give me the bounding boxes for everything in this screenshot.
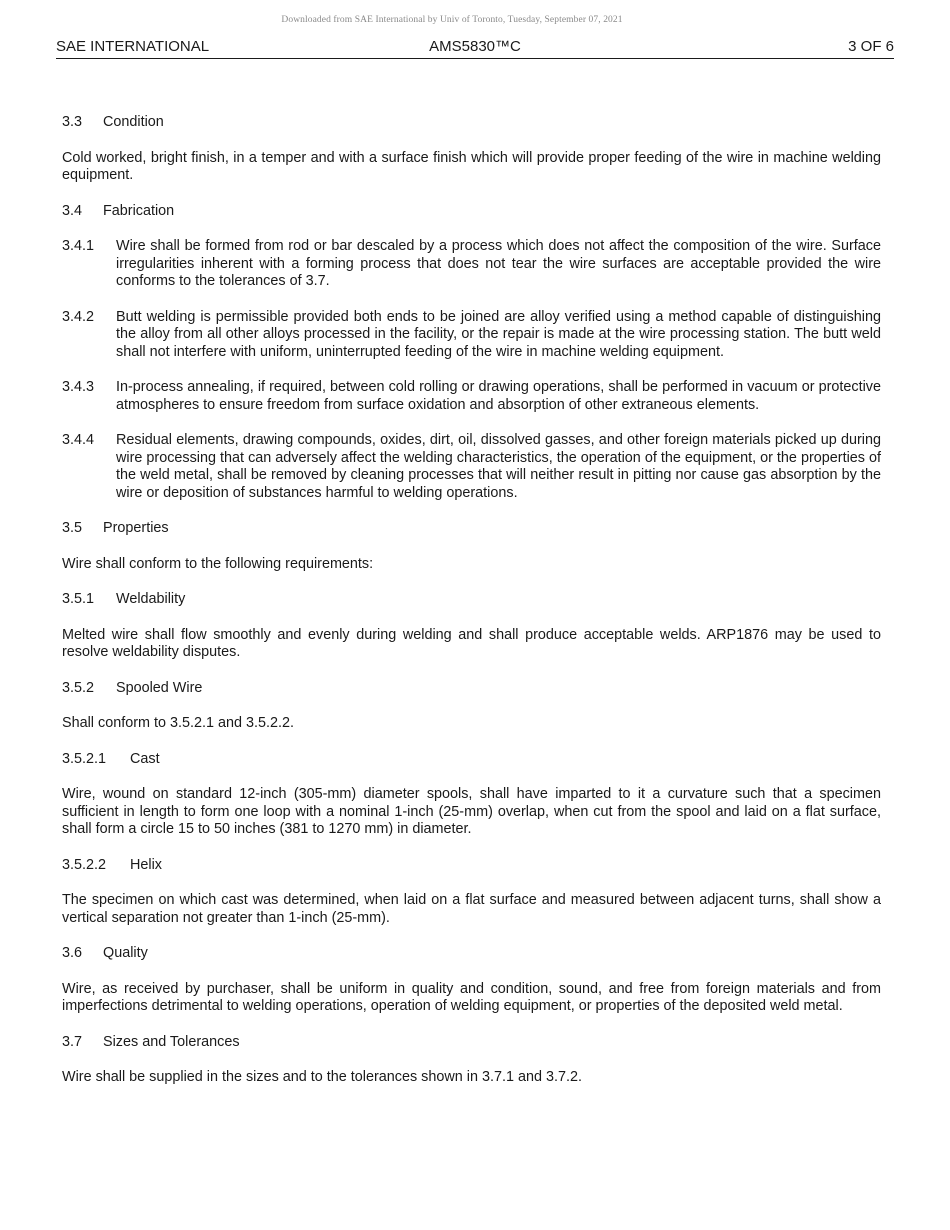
section-title: Spooled Wire <box>116 679 203 696</box>
page-header <box>56 38 894 59</box>
section-heading-3-5-1 <box>62 591 881 609</box>
subsection-number: 3.4.3 <box>62 379 95 395</box>
subsection-number: 3.4.4 <box>62 432 95 448</box>
section-title: Sizes and Tolerances <box>103 1033 240 1050</box>
document-body <box>62 114 881 1105</box>
section-heading-3-7 <box>62 1034 881 1052</box>
section-heading-3-5 <box>62 520 881 538</box>
section-number: 3.5.2.2 <box>62 856 107 873</box>
section-number: 3.5.2 <box>62 679 95 696</box>
section-title: Fabrication <box>103 202 175 219</box>
section-text-3-6: Wire, as received by purchaser, shall be uniform in quality and condition, sound, and free from foreign materials and from imperfections detrimental to welding operations, operation of welding equipment, or properties of the deposited weld metal. <box>62 980 881 1014</box>
subsection-3-4-3 <box>62 379 881 414</box>
section-heading-3-5-2-1 <box>62 751 881 769</box>
section-title: Helix <box>130 856 162 873</box>
section-title: Weldability <box>116 591 186 607</box>
section-heading-3-3 <box>62 114 881 132</box>
header-document-id: AMS5830™C <box>429 38 521 55</box>
section-heading-3-4 <box>62 203 881 221</box>
section-title: Condition <box>103 114 164 130</box>
section-text-3-5-1: Melted wire shall flow smoothly and evenly during welding and shall produce acceptable welds. ARP1876 may be used to resolve weldability disputes. <box>62 626 881 660</box>
subsection-3-4-1 <box>62 238 881 291</box>
section-title: Quality <box>103 945 148 961</box>
section-number: 3.4 <box>62 202 83 219</box>
subsection-3-4-4 <box>62 432 881 502</box>
section-title: Cast <box>130 750 160 767</box>
subsection-text: Residual elements, drawing compounds, oxides, dirt, oil, dissolved gasses, and other foreign materials picked up during wire processing that can adversely affect the welding characteristics, the operation of the equipment, or the properties of the weld metal, shall be removed by cleaning processes that will neither result in pitting nor cause gas absorption by the wire or deposition of substances harmful to welding operations. <box>116 432 881 501</box>
subsection-number: 3.4.1 <box>62 238 95 254</box>
section-text-3-7: Wire shall be supplied in the sizes and to the tolerances shown in 3.7.1 and 3.7.2. <box>62 1069 582 1085</box>
subsection-text: In-process annealing, if required, between cold rolling or drawing operations, shall be performed in vacuum or protective atmospheres to ensure freedom from surface oxidation and absorption of other extraneous elements. <box>116 379 881 413</box>
subsection-text: Wire shall be formed from rod or bar descaled by a process which does not affect the composition of the wire. Surface irregularities inherent with a forming process that does not tear the wire surfaces are acceptable provided the wire conforms to the tolerances of 3.7. <box>116 238 881 289</box>
section-heading-3-6 <box>62 945 881 963</box>
section-number: 3.5.1 <box>62 591 95 607</box>
subsection-3-4-2 <box>62 309 881 362</box>
section-text-3-3: Cold worked, bright finish, in a temper and with a surface finish which will provide proper feeding of the wire in machine welding equipment. <box>62 149 881 183</box>
header-organization: SAE INTERNATIONAL <box>56 38 210 55</box>
section-text-3-5-2-2: The specimen on which cast was determined, when laid on a flat surface and measured between adjacent turns, shall show a vertical separation not greater than 1-inch (25-mm). <box>62 892 881 926</box>
subsection-number: 3.4.2 <box>62 308 95 325</box>
section-text-3-5: Wire shall conform to the following requirements: <box>62 555 374 572</box>
subsection-text: Butt welding is permissible provided both ends to be joined are alloy verified using a method capable of distinguishing the alloy from all other alloys processed in the facility, or the repair is made at the wire processing station. The butt weld shall not interfere with uniform, uninterrupted feeding of the wire in machine welding equipment. <box>116 308 881 360</box>
section-number: 3.5 <box>62 520 83 536</box>
section-text-3-5-2-1: Wire, wound on standard 12-inch (305-mm) diameter spools, shall have imparted to it a curvature such that a specimen sufficient in length to form one loop with a nominal 1-inch (25-mm) overlap, when cut from the spool and laid on a flat surface, shall form a circle 15 to 50 inches (381 to 1270 mm) in diameter. <box>62 786 881 837</box>
header-page-number: 3 OF 6 <box>848 38 894 55</box>
download-watermark: Downloaded from SAE International by Univ of Toronto, Tuesday, September 07, 2021 <box>281 15 623 25</box>
section-text-3-5-2: Shall conform to 3.5.2.1 and 3.5.2.2. <box>62 715 294 731</box>
section-title: Properties <box>103 520 169 536</box>
section-number: 3.6 <box>62 945 83 961</box>
section-heading-3-5-2-2 <box>62 857 881 875</box>
section-number: 3.3 <box>62 114 83 130</box>
section-number: 3.5.2.1 <box>62 750 107 767</box>
section-heading-3-5-2 <box>62 680 881 698</box>
section-number: 3.7 <box>62 1033 83 1050</box>
